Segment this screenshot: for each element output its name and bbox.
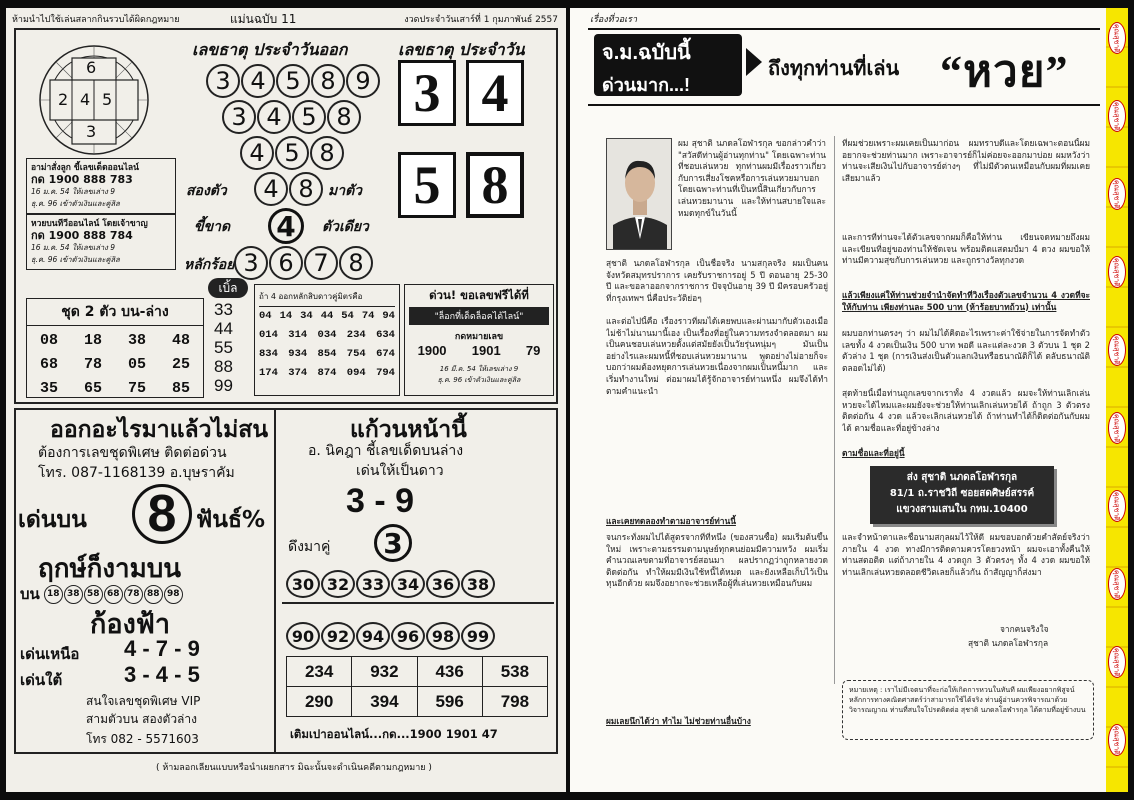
circle-num: 5: [292, 100, 326, 134]
mid-num: 174: [259, 367, 278, 379]
br-cell: 234: [287, 657, 352, 687]
right-page: [570, 8, 1128, 792]
urgent-label: กดหมายเลข: [454, 332, 504, 342]
mid-num: 034: [317, 329, 337, 341]
ad1-title: อาม่าสั่งลูก ขี้เลขเด็ดออนไลน์: [31, 163, 139, 173]
urgent-nums: [405, 343, 553, 358]
side-tag: คุณสุชาติ: [1108, 412, 1126, 444]
circle-num: 3: [206, 64, 240, 98]
mid-num: 44: [320, 310, 334, 322]
br-cell: 290: [287, 687, 352, 717]
bl-nuea-label: เด่นเหนือ: [20, 645, 80, 663]
bill-label: เบิ้ล: [208, 278, 248, 298]
addr-line-2: 81/1 ถ.ราชวิถี ซอยสดศิษย์สรรค์: [889, 488, 1035, 499]
left-page: [6, 8, 566, 792]
set-num: 38: [127, 332, 146, 349]
day-square: 4: [466, 60, 524, 126]
set-title: ชุด 2 ตัว บน-ล่าง: [27, 299, 203, 326]
ad1-line4: ธุ.ค. 96 เข้าตัวเงินและคู่ลิล: [31, 199, 120, 208]
day-square: 8: [466, 152, 524, 218]
circle-num: 8: [289, 172, 323, 206]
side-tag: คุณสุชาติ: [1108, 334, 1126, 366]
circle-num: 4: [240, 136, 274, 170]
side-tag: คุณสุชาติ: [1108, 646, 1126, 678]
bill-num: 55: [214, 338, 233, 357]
para-2: สุชาติ นภดลโอฬารกุล เป็นชื่อจริง นามสกุลจริง ผมเป็นคนจังหวัดสมุทรปราการ เคยรับราชการอยู่ 5 ปี ตอนอายุ 25-30 ปี และขอลาออกจากราชการ ปัจจุบันอายุ 39 ปี มีครอบครัวอยู่ที่กรุงเทพฯ นี่คือประวัติย่อๆ: [606, 258, 828, 303]
mid-row-1: [259, 307, 395, 326]
bl-bon-num: 18: [44, 585, 63, 604]
circle-num: 9: [346, 64, 380, 98]
col2-p4: สุดท้ายนี้เมื่อท่านถูกเลขจากเราทั้ง 4 งวดแล้ว ผมจะให้ท่านเลิกเล่นหวยจะได้ไหมและผมยังจะช่วยให้ท่านเลิกเล่นหวยได้ ถ้าถูก 3 ตัวตรง ติดต่อกัน 4 งวด แล้วจะเลิกเล่นหวยได้ ถ้าท่านทำได้ก็ติดต่อกันกับผมได้ ตามชื่อและที่อยู่ข้างล่าง: [842, 388, 1090, 433]
col2-p1: ที่ผมช่วยเพราะผมเคยเป็นมาก่อน ผมทราบดีและโดยเฉพาะตอนนี้ผมอยากจะช่วยท่านมาก เพราะอาจารย์ก็ไม่ค่อยจะออกมาบ่อย ผมหวังว่าท่านจะเสียเงินไปกับอาจารย์ต่างๆ ที่ไม่มีตัวตนเหมือนกับผมที่ผมเคยเสียมาแล้ว: [842, 138, 1090, 183]
br-line-2: เด่นให้เป็นดาว: [356, 463, 444, 479]
br-num: 34: [391, 570, 425, 598]
circle-row-4: [254, 172, 324, 206]
br-cell: 394: [352, 687, 417, 717]
urgent-title: ด่วน! ขอเลขฟรีได้ที่: [429, 288, 529, 302]
day-square: 5: [398, 152, 456, 218]
bl-nuea: 4 - 7 - 9: [124, 636, 200, 661]
header-right: งวดประจำวันเสาร์ที่ 1 กุมภาพันธ์ 2557: [404, 15, 558, 25]
wheel-left: 2: [58, 90, 69, 109]
headline-3: ถึงทุกท่านที่เล่น: [768, 58, 900, 80]
set-num: 25: [171, 356, 190, 373]
side-tag: คุณสุชาติ: [1108, 178, 1126, 210]
mid-num: 94: [382, 310, 395, 322]
wheel-bottom: 3: [86, 122, 97, 141]
set-num: 35: [39, 380, 58, 397]
header-center: แม่นฉบับ 11: [230, 12, 297, 26]
br-num: 98: [426, 622, 460, 650]
side-tag: คุณสุชาติ: [1108, 100, 1126, 132]
br-num: 38: [461, 570, 495, 598]
headline-rule: [588, 104, 1100, 106]
urgent-box: [404, 284, 554, 396]
header-left: ห้ามนำไปใช้เล่นสลากกินรวบได้ผิดกฎหมาย: [12, 15, 180, 25]
label-mangtua: มาตัว: [328, 183, 363, 199]
circle-row-2: [222, 100, 362, 134]
br-circ-3: 3: [374, 524, 412, 562]
br-row-1: [286, 570, 496, 598]
mid-num: 754: [346, 348, 366, 360]
col2-p5: และจำหน้าตาและชื่อนามสกุลผมไว้ให้ดี ผมขอบอกด้วยคำสัตย์จริงว่าภายใน 4 งวด ทางมีการติดตามควรโดยวงหน้า ผมจะเอาทั้งคืนให้ท่านสตอติด แต่ถ้าภายใน 4 งวดถูก 3 ตัวตรงๆ ทั้ง 4 งวด ผมขอให้ท่านเลิกเล่นหวยตลอดชีวิตเลยก็แล้วกัน ถ้าสัญญาก็ส่งมา: [842, 532, 1090, 577]
set-num: 65: [83, 380, 102, 397]
br-cell: 436: [417, 657, 482, 687]
bl-tai-label: เด่นใต้: [20, 671, 63, 689]
mid-num: 374: [288, 367, 308, 379]
intro-text: ผม สุชาติ นภดลโอฬารกุล ขอกล่าวคำว่า "สวัสดีท่านผู้อ่านทุกท่าน" โดยเฉพาะท่านที่ชอบเล่นหวย ทุกท่านผมมีเรื่องราวเกี่ยวกับการเสี่ยงโชคหรือการเล่นหวยมาบอกโดยเฉพาะท่านที่เป็นหนี้สินเกี่ยวกับการเล่นหวยมานาน และให้ท่านสบายใจและหมดทุกข์ในวันนี้: [678, 138, 826, 218]
bl-vip-1: สนใจเลขชุดพิเศษ VIP: [86, 694, 201, 708]
wheel-top: 6: [86, 58, 97, 77]
circle-num: 7: [304, 246, 338, 280]
br-table-row: [287, 687, 548, 717]
mid-num: 674: [376, 348, 395, 360]
br-dueng: ดึงมาคู่: [288, 539, 331, 555]
mid-num: 14: [279, 310, 293, 322]
bl-bon-num: 68: [104, 585, 123, 604]
circle-num: 4: [257, 100, 291, 134]
br-table: [286, 656, 548, 717]
mid-num: 234: [346, 329, 366, 341]
set-num: 05: [127, 356, 146, 373]
circle-row-5: [234, 246, 374, 280]
mid-num: 34: [300, 310, 313, 322]
addr-label: ตามชื่อและที่อยู่นี้: [842, 448, 905, 458]
br-table-row: [287, 657, 548, 687]
left-footer: ( ห้ามลอกเลียนแบบหรือนำเผยกสาร มิฉะนั้นจะดำเนินคดีตามกฎหมาย ): [156, 763, 432, 773]
top-tag: เรื่องที่วอเรา: [590, 15, 638, 25]
urgent-num: 1901: [471, 343, 501, 358]
ad1-phone: กด 1900 888 783: [31, 173, 133, 186]
mid-title: ถ้า 4 ออกหลักสิบดาวคู่มิตรคือ: [259, 287, 395, 307]
label-songtua: สองตัว: [186, 183, 227, 199]
author-photo: [606, 138, 672, 250]
bl-vip-2: สามตัวบน สองตัวล่าง: [86, 712, 198, 726]
bl-bon-num: 58: [84, 585, 103, 604]
circle-num: 5: [275, 136, 309, 170]
para-4: จนกระทั่งผมไปได้สูตรจากที่ที่หนึ่ง (ของสวนซื้อ) ผมเริ่มต้นขึ้นใหม่ เพราะตามธรรมดามนุษย์ทุกคนย่อมมีความหวัง ผมเริ่มคำนวณเลขตามที่อาจารย์สอนมา ผลปรากฏว่าถูกหลายงวดติดต่อกัน ทำให้ผมมีเงินใช้หนี้ได้หมด และยังเหลือเก็บไว้เป็นทุนอีกด้วย ผมจึงอยากจะช่วยเหลือผู้ที่เล่นหวยเหมือนกับผม: [606, 532, 828, 589]
mid-num: 874: [317, 367, 337, 379]
banner-left: ออกอะไรมาแล้วไม่สน: [50, 416, 269, 442]
side-tag: คุณสุชาติ: [1108, 22, 1126, 54]
bill-num: 99: [214, 376, 233, 395]
ad-box-1: [26, 158, 176, 214]
br-num: 94: [356, 622, 390, 650]
bill-num: 88: [214, 357, 233, 376]
urgent-sub: "ล็อกที่เด็ดล็อคได้ไลน์": [409, 307, 549, 325]
br-num: 32: [321, 570, 355, 598]
center-circle-num: 4: [268, 208, 304, 244]
bl-bon-num: 88: [144, 585, 163, 604]
label-laksoi: หลักร้อย: [184, 257, 235, 273]
mid-row-2: [259, 326, 395, 345]
circle-num: 8: [327, 100, 361, 134]
mid-row-4: [259, 364, 395, 383]
bl-bon-label: บน: [20, 585, 40, 603]
day-square: 3: [398, 60, 456, 126]
br-num: 36: [426, 570, 460, 598]
bl-line-1: ต้องการเลขชุดพิเศษ ติดต่อด่วน: [38, 445, 227, 461]
ad2-title: หวยบนทีวีออนไลน์ โดยเจ้าขาญ: [31, 219, 148, 229]
mid-num: 314: [288, 329, 308, 341]
set-num: 68: [39, 356, 58, 373]
urgent-num: 79: [525, 343, 541, 358]
ad2-line4: ธุ.ค. 96 เข้าตัวเงินและคู่ลิล: [31, 255, 120, 264]
circle-row-3: [240, 136, 345, 170]
wheel-center-left: 4: [80, 90, 91, 109]
set-grid: [27, 326, 203, 397]
sign-1: จากคนจริงใจ: [1000, 624, 1049, 634]
number-wheel: [28, 44, 160, 156]
wheel-center-right: 5: [102, 90, 113, 109]
br-num: 30: [286, 570, 320, 598]
headline-2: ด่วนมาก...!: [602, 75, 690, 95]
mid-num: 854: [317, 348, 337, 360]
circle-num: 8: [339, 246, 373, 280]
br-num: 33: [356, 570, 390, 598]
br-separator: [282, 602, 554, 604]
mid-num: 54: [341, 310, 354, 322]
mid-num: 74: [361, 310, 375, 322]
col2-bold: แล้วเพียงแค่ให้ท่านช่วยจำนำจัดทำที่วิงเรื่องตัวเลขจำนวน 4 งวดที่จะให้กับท่าน เพียงท่านละ 500 บาท (ห้าร้อยบาทถ้วน) เท่านั้น: [842, 290, 1090, 312]
mid-num: 04: [259, 310, 272, 322]
side-tag: คุณสุชาติ: [1108, 724, 1126, 756]
mid-num: 934: [288, 348, 308, 360]
bl-bon-num: 38: [64, 585, 83, 604]
col2-p3: ผมบอกท่านตรงๆ ว่า ผมไม่ได้คิดอะไรเพราะค่าใช้จ่ายในการจัดทำตัวเลขทั้ง 4 งวดเป็นเงิน 500 บาท พอดี และแต่ละงวด 3 ตัวบน 1 ชุด 2 ตัวล่าง 1 ชุด (การเงินส่งเป็นตัวแลกเงินหรือธนาณัติก็ได้ ตลับธนาณัติตลอดไม่ได้): [842, 328, 1090, 373]
bl-rit: ฤกษ์ก็งามบน: [38, 554, 182, 584]
title-day: เลขธาตุ ประจำวัน: [398, 40, 525, 59]
bill-numbers: [214, 300, 233, 395]
mid-num: 834: [259, 348, 278, 360]
circle-num: 8: [310, 136, 344, 170]
sign-2: สุชาติ นภดลโอฬารกุล: [968, 638, 1049, 648]
circle-num: 5: [276, 64, 310, 98]
side-tag: คุณสุชาติ: [1108, 256, 1126, 288]
br-line-1: อ. นิคฎา ชี้เลขเด็ดบนล่าง: [308, 443, 464, 459]
set-num: 85: [171, 380, 190, 397]
headline-1: จ.ม.ฉบับนี้: [602, 42, 691, 64]
banner-right: แก้วนหน้านี้: [350, 416, 467, 442]
urgent-foot-1: 16 มี.ค. 54 ให้เลขเล่าง 9: [439, 365, 519, 373]
column-divider: [834, 136, 835, 684]
mid-row-3: [259, 345, 395, 364]
circle-num: 4: [254, 172, 288, 206]
urgent-num: 1900: [417, 343, 447, 358]
para-4b: ผมเลยนึกได้ว่า ทำไม ไม่ช่วยท่านอื่นบ้าง: [606, 716, 751, 726]
br-cell: 538: [482, 657, 547, 687]
br-num: 99: [461, 622, 495, 650]
address-box: [870, 466, 1054, 524]
bl-kong: ก้องฟ้า: [90, 609, 171, 640]
br-row-2: [286, 622, 496, 650]
bl-pan: ฟันธ์%: [196, 507, 266, 533]
set-num: 18: [83, 332, 102, 349]
ad1-line3: 16 ม.ค. 54 ให้เลขเล่าง 9: [31, 187, 116, 196]
bill-num: 33: [214, 300, 233, 319]
side-tag: คุณสุชาติ: [1108, 490, 1126, 522]
bl-dennbon: เด่นบน: [18, 507, 87, 533]
br-cell: 798: [482, 687, 547, 717]
circle-row-1: [206, 64, 381, 98]
bottom-divider: [274, 408, 276, 754]
addr-line-1: ส่ง สุชาติ นภดลโอฬารกุล: [906, 472, 1018, 483]
br-cell: 932: [352, 657, 417, 687]
circle-num: 6: [269, 246, 303, 280]
para-3b: และเคยทดลองทำตามอาจารย์ท่านนี้: [606, 516, 736, 526]
ad2-phone: กด 1900 888 784: [31, 229, 133, 242]
circle-num: 4: [241, 64, 275, 98]
addr-line-3: แขวงสามเสนใน กทม.10400: [896, 504, 1028, 515]
bl-big-8: 8: [132, 484, 192, 544]
set-num: 48: [171, 332, 190, 349]
label-tuadiao: ตัวเดียว: [322, 219, 369, 235]
mid-box: [254, 284, 400, 396]
circle-num: 3: [234, 246, 268, 280]
bl-line-2: โทร. 087-1168139 อ.บุษราคัม: [38, 465, 235, 481]
urgent-foot-2: ธุ.ค. 96 เข้าตัวเงินและคู่ลิล: [437, 376, 521, 384]
circle-num: 3: [222, 100, 256, 134]
mid-num: 634: [376, 329, 395, 341]
side-tag: คุณสุชาติ: [1108, 568, 1126, 600]
br-cell: 596: [417, 687, 482, 717]
mid-num: 794: [376, 367, 395, 379]
bl-bon-num: 78: [124, 585, 143, 604]
arrow-icon: [746, 48, 762, 76]
headline-big: “หวย”: [940, 47, 1069, 96]
br-foot: เติมเปาออนไลน์...กด...1900 1901 47: [290, 727, 498, 741]
br-num: 90: [286, 622, 320, 650]
set-box: [26, 298, 204, 398]
headline-block: [594, 34, 742, 96]
col2-p2: และการที่ท่านจะได้ตัวเลขจากผมก็คือให้ท่าน เขียนจดหมายถึงผม และเขียนที่อยู่ของท่านให้ชัดเจน พร้อมติดแสตมป์มา 4 ดวง ผมขอให้ท่านมีความสุขกับการเล่นหวย และถูกรางวัลทุกงวด: [842, 232, 1090, 266]
mid-num: 094: [346, 367, 366, 379]
bill-num: 44: [214, 319, 233, 338]
note-box: หมายเหตุ : เราไม่มีเจตนาที่จะก่อให้เกิดการหวนในทันที ผมเพียงอยากพิสูจน์หลักการทางคณิตศาสตร์ว่าสามารถใช้ได้จริง ท่านผู้อ่านควรพิจารณาด้วยวิจารณญาณ ท่านที่สนใจโปรดติดต่อ สุชาติ นภดลโอฬารกุล ได้ตามที่อยู่ข้างบน: [842, 680, 1094, 740]
ad-box-2: [26, 214, 176, 270]
set-num: 78: [83, 356, 102, 373]
ad2-line3: 16 ม.ค. 54 ให้เลขเล่าง 9: [31, 243, 116, 252]
mid-num: 014: [259, 329, 278, 341]
person-icon: [607, 139, 672, 250]
top-rule: [588, 28, 1100, 30]
bl-bon-num: 98: [164, 585, 183, 604]
label-khiat: ขี้ขาด: [194, 219, 231, 235]
br-num: 96: [391, 622, 425, 650]
br-big: 3 - 9: [346, 482, 415, 520]
bl-tai: 3 - 4 - 5: [124, 662, 200, 687]
title-out: เลขธาตุ ประจำวันออก: [192, 40, 348, 59]
set-num: 75: [127, 380, 146, 397]
circle-num: 8: [311, 64, 345, 98]
set-num: 08: [39, 332, 58, 349]
bl-phone: โทร 082 - 5571603: [86, 732, 199, 746]
br-num: 92: [321, 622, 355, 650]
para-3: และต่อไปนี้คือ เรื่องราวที่ผมได้เคยพบและผ่านมากับตัวเองเมื่อไม่ช้าไม่นานมานี้เอง เป็นเรื่องที่อยู่ในความทรงจำตลอดมา ผมเป็นคนชอบเล่นหวยตั้งแต่สมัยยังเป็นวัยรุ่นหนุ่มๆ มันเป็นอย่างไรและผมหนี้ที่ชอบเล่นหวยมานาน พูดอย่างไม่อายก็จะบอกว่าผมต้องหยุดการเล่นหวยเนื่องจากผมเป็นหนี้มาก และเริ่มทำงานใหม่ ต่อมาผมได้รู้จักอาจารย์ท่านหนึ่ง ผมจึงได้ทำตามคำแนะนำ: [606, 316, 828, 396]
